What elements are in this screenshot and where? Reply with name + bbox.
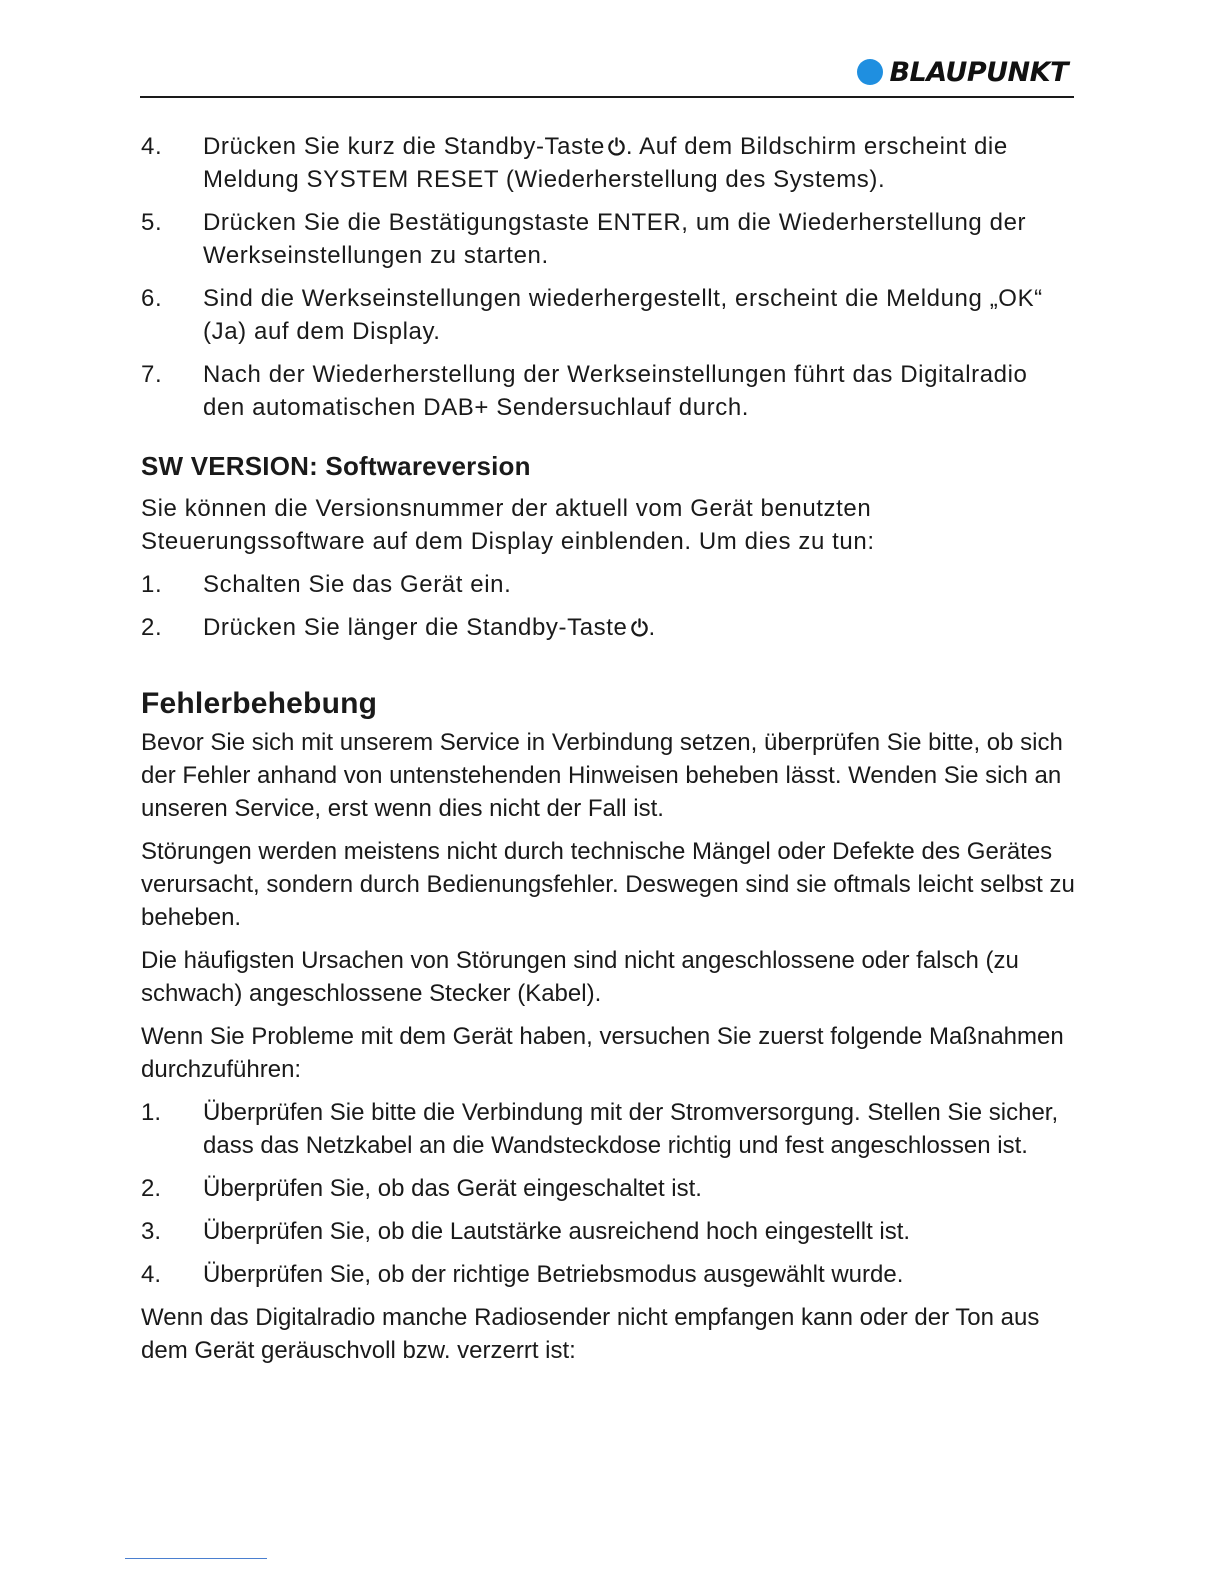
power-icon [607,137,626,156]
page-content [141,130,1076,1377]
sw-version-heading: SW VERSION: Softwareversion [141,451,531,481]
list-item [141,1215,1076,1248]
list-item [141,568,1076,601]
troubleshooting-paragraph: Die häufigsten Ursachen von Störungen sind nicht angeschlossene oder falsch (zu schwach) angeschlossene Stecker (Kabel). [141,947,1019,1007]
reset-steps-list [141,130,1076,424]
step-number: 5. [141,209,163,236]
power-icon [630,618,649,637]
troubleshooting-paragraph: Wenn Sie Probleme mit dem Gerät haben, versuchen Sie zuerst folgende Maßnahmen durchzuführen: [141,1023,1064,1083]
troubleshooting-section [141,726,1076,1367]
step-text-part: Drücken Sie kurz die Standby-Taste [203,133,605,160]
troubleshooting-steps-list [141,1096,1076,1291]
step-text: Schalten Sie das Gerät ein. [203,571,512,598]
step-number: 2. [141,1175,162,1202]
step-text: Überprüfen Sie, ob das Gerät eingeschaltet ist. [203,1175,702,1202]
troubleshooting-heading: Fehlerbehebung [141,687,378,720]
step-text-part: Drücken Sie länger die Standby-Taste [203,614,628,641]
step-number: 1. [141,571,163,598]
step-text-part: . [648,614,656,641]
step-text [203,130,1076,196]
step-text: Sind die Werkseinstellungen wiederhergestellt, erscheint die Meldung „OK“ (Ja) auf dem Display. [203,285,1043,345]
step-number: 7. [141,361,163,388]
step-text-part: . Auf dem Bildschirm erscheint die Meldung SYSTEM RESET (Wiederherstellung des Systems). [203,133,1008,193]
sw-version-intro: Sie können die Versionsnummer der aktuell vom Gerät benutzten Steuerungssoftware auf dem Display einblenden. Um dies zu tun: [141,495,875,555]
brand-name: BLAUPUNKT [889,56,1068,88]
step-text [203,611,1076,644]
step-text: Überprüfen Sie, ob der richtige Betriebsmodus ausgewählt wurde. [203,1261,904,1288]
brand-logo [857,56,1068,88]
step-number: 1. [141,1099,162,1126]
step-number: 6. [141,285,163,312]
list-item [141,206,1076,272]
brand-dot-icon [857,59,883,85]
step-text: Überprüfen Sie, ob die Lautstärke ausreichend hoch eingestellt ist. [203,1218,911,1245]
step-number: 2. [141,614,163,641]
page-header [140,50,1074,98]
list-item [141,1258,1076,1291]
list-item [141,1172,1076,1205]
list-item [141,130,1076,196]
list-item [141,358,1076,424]
step-number: 3. [141,1218,162,1245]
troubleshooting-paragraph: Störungen werden meistens nicht durch technische Mängel oder Defekte des Gerätes verursacht, sondern durch Bedienungsfehler. Deswegen sind sie oftmals leicht selbst zu beheben. [141,838,1075,931]
step-number: 4. [141,1261,162,1288]
step-text: Nach der Wiederherstellung der Werkseinstellungen führt das Digitalradio den automatischen DAB+ Sendersuchlauf durch. [203,361,1028,421]
step-number: 4. [141,133,163,160]
footer-divider [125,1558,267,1559]
list-item [141,1096,1076,1162]
list-item [141,611,1076,644]
step-text: Drücken Sie die Bestätigungstaste ENTER, um die Wiederherstellung der Werkseinstellungen zu starten. [203,209,1027,269]
sw-version-steps-list [141,568,1076,644]
list-item [141,282,1076,348]
step-text: Überprüfen Sie bitte die Verbindung mit der Stromversorgung. Stellen Sie sicher, dass das Netzkabel an die Wandsteckdose richtig und fest angeschlossen ist. [203,1099,1059,1159]
troubleshooting-closing: Wenn das Digitalradio manche Radiosender nicht empfangen kann oder der Ton aus dem Gerät geräuschvoll bzw. verzerrt ist: [141,1304,1040,1364]
troubleshooting-paragraph: Bevor Sie sich mit unserem Service in Verbindung setzen, überprüfen Sie bitte, ob sich der Fehler anhand von untenstehenden Hinweisen beheben lässt. Wenden Sie sich an unseren Service, erst wenn dies nicht der Fall ist. [141,729,1063,822]
